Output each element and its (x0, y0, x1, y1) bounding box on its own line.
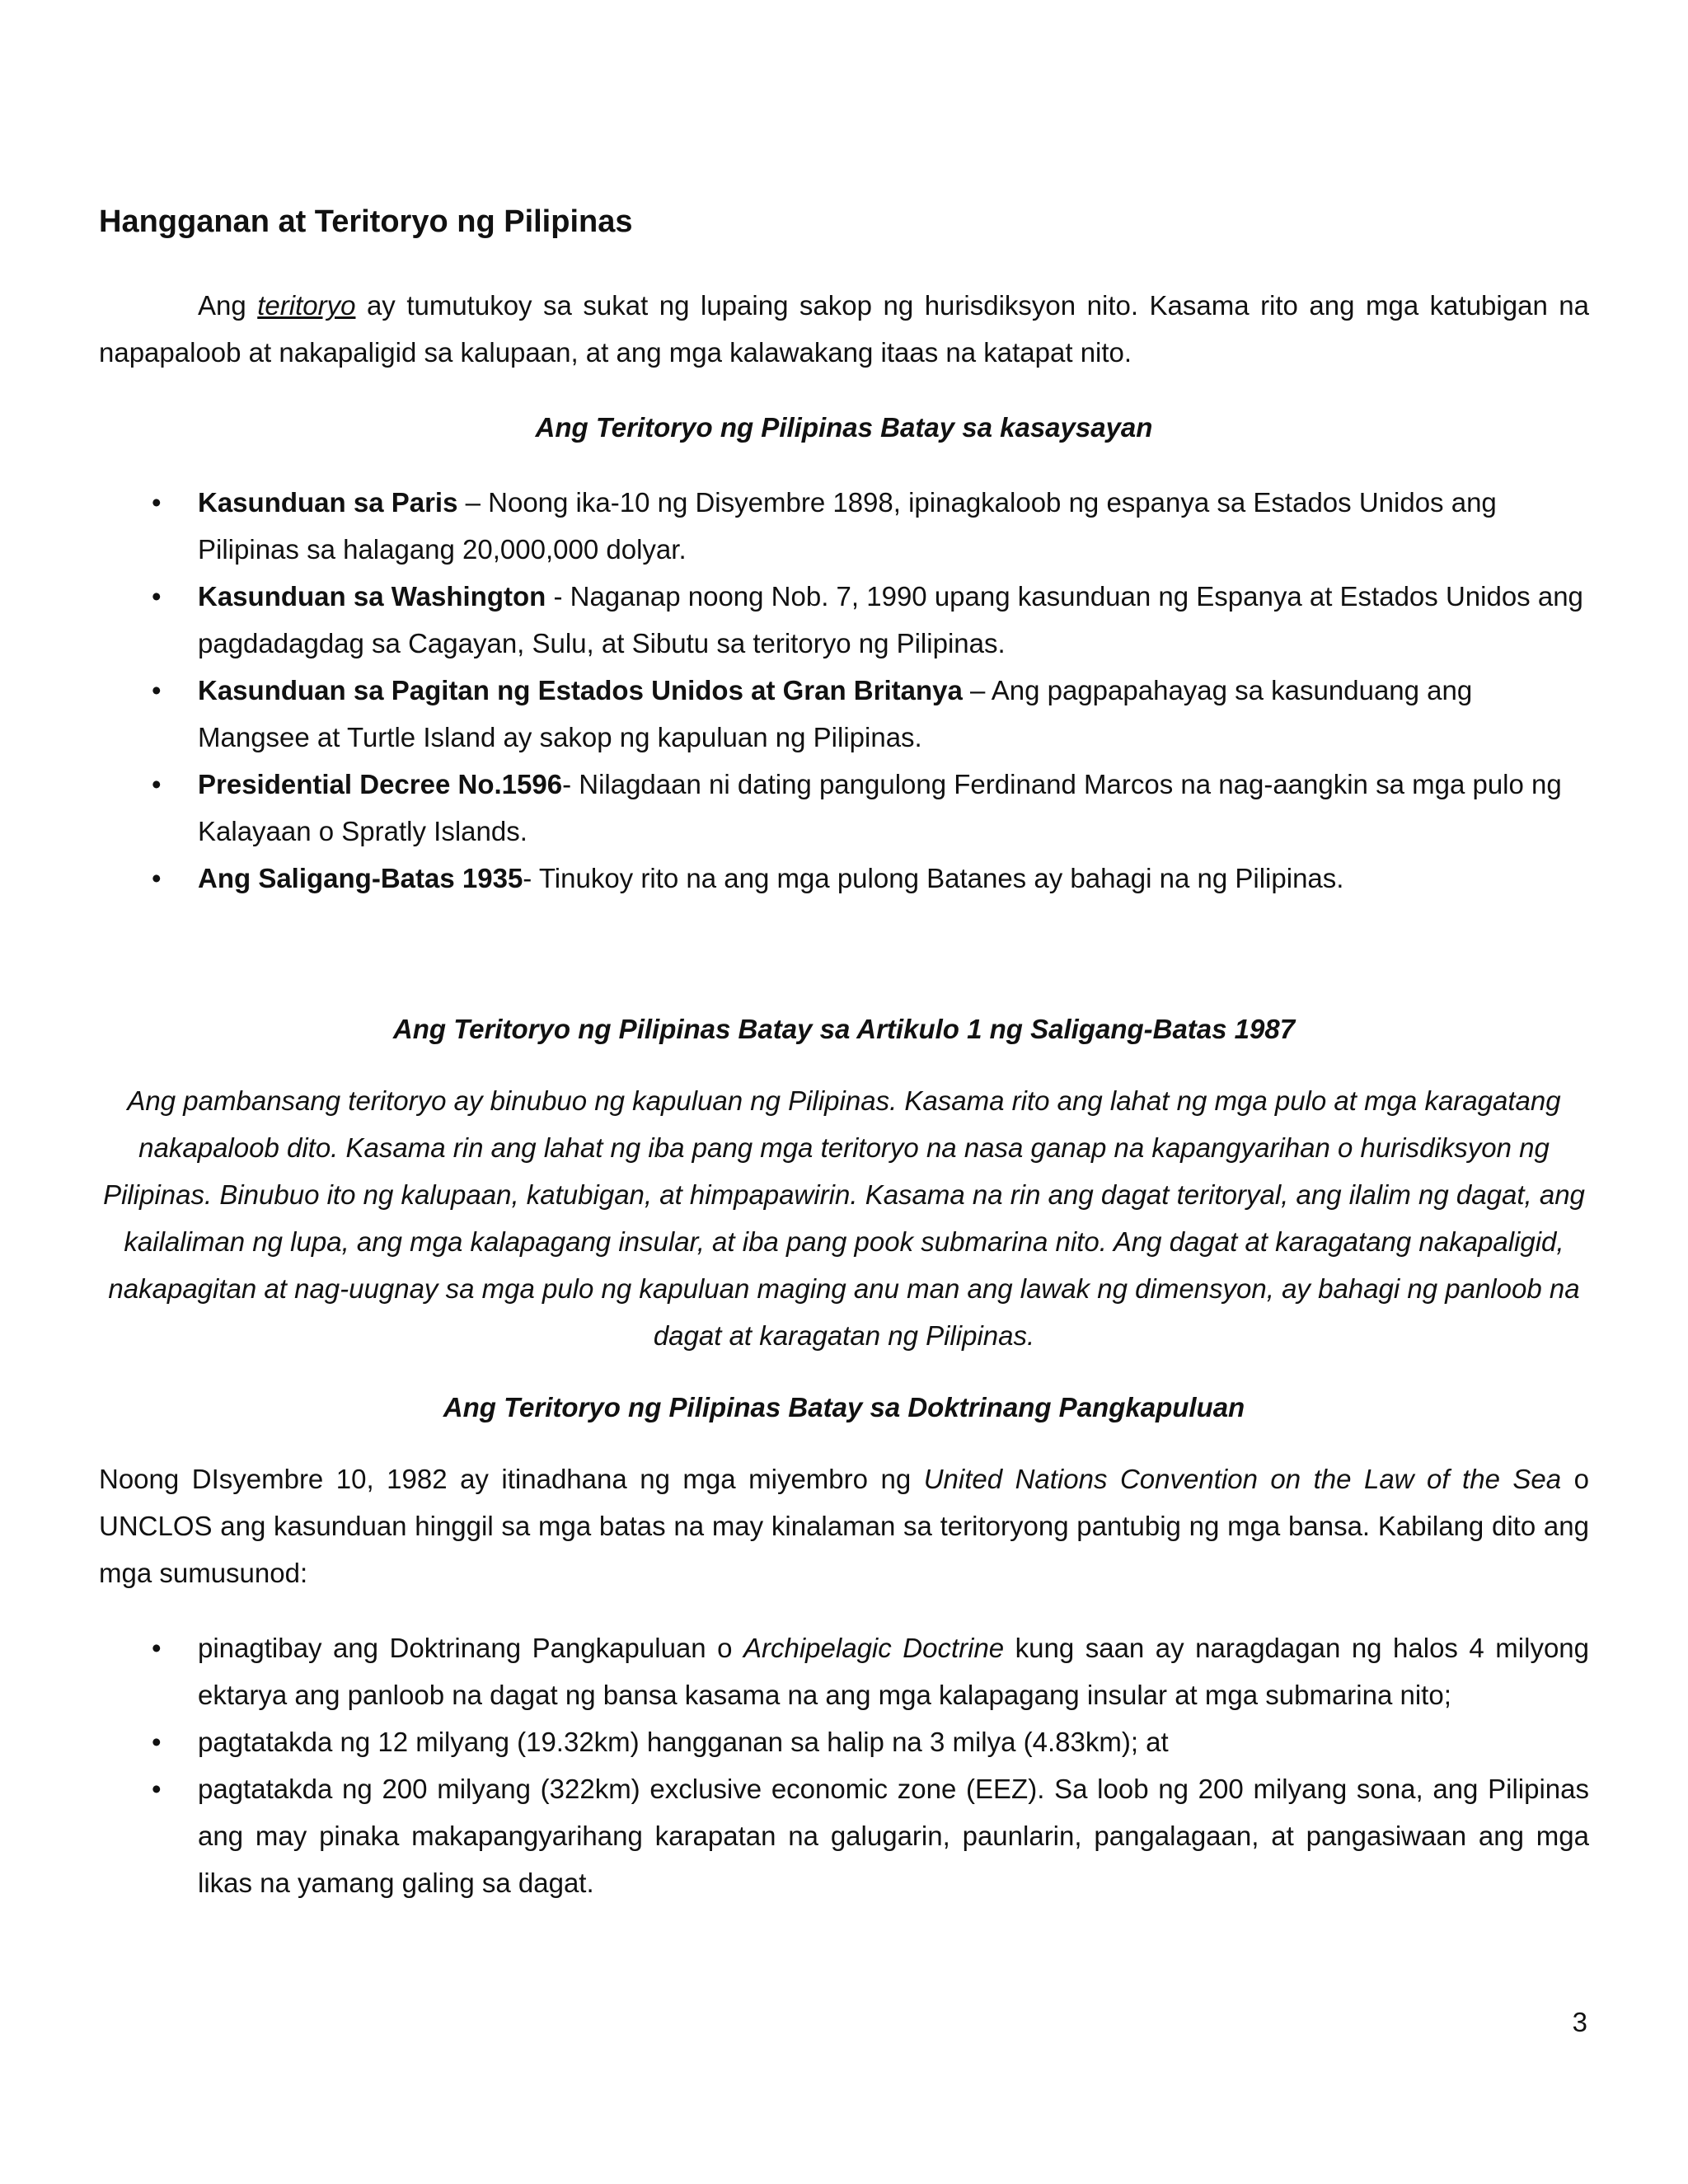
constitution-quote: Ang pambansang teritoryo ay binubuo ng kapuluan ng Pilipinas. Kasama rito ang lahat ng mga pulo at mga karagatang nakapaloob dito. Kasama rin ang lahat ng iba pang mga teritoryo na nasa ganap na kapangyarihan o hurisdiksyon ng Pilipinas. Binubuo ito ng kalupaan, katubigan, at himpapawirin. Kasama na rin ang dagat teritoryal, ang ilalim ng dagat, ang kailaliman ng lupa, ang mga kalapagang insular, at iba pang pook submarina nito. Ang dagat at karagatang nakapaligid, nakapagitan at nag-uugnay sa mga pulo ng kapuluan maging anu man ang lawak ng dimensyon, ay bahagi ng panloob na dagat at karagatan ng Pilipinas. (103, 1085, 1585, 1352)
list-item (99, 667, 1589, 761)
item-title: Ang Saligang-Batas 1935 (198, 863, 523, 894)
item-title: Kasunduan sa Pagitan ng Estados Unidos at Gran Britanya (198, 675, 963, 706)
item-lead: pinagtibay ang Doktrinang Pangkapuluan o (198, 1633, 743, 1664)
page-number: 3 (1572, 2007, 1587, 2037)
section2-title: Ang Teritoryo ng Pilipinas Batay sa Artikulo 1 ng Saligang-Batas 1987 (392, 1014, 1296, 1045)
item-title: Kasunduan sa Washington (198, 581, 546, 612)
intro-rest: ay tumutukoy sa sukat ng lupaing sakop ng hurisdiksyon nito. Kasama rito ang mga katubigan na napapaloob at nakapaligid sa kalupaan, at ang mga kalawakang itaas na katapat nito. (99, 290, 1590, 368)
list-item (99, 1765, 1589, 1906)
bullet-icon: • (152, 581, 162, 612)
list-item (99, 1718, 1589, 1765)
section1-title: Ang Teritoryo ng Pilipinas Batay sa kasaysayan (535, 412, 1153, 443)
item-lead: pagtatakda ng 200 milyang (322km) exclusive economic zone (EEZ). Sa loob ng 200 milyang sona, ang Pilipinas ang may pinaka makapangyarihang karapatan na galugarin, paunlarin, pangalagaan, at pangasiwaan ang mga likas na yamang galing sa dagat. (198, 1774, 1589, 1899)
intro-lead: Ang (198, 290, 258, 321)
bullet-icon: • (152, 1774, 162, 1805)
list-item (99, 855, 1589, 902)
unclos-paragraph (99, 1455, 1589, 1596)
item-text: - Nilagdaan ni dating pangulong Ferdinand Marcos na nag-aangkin sa mga pulo ng Kalayaan o Spratly Islands. (198, 769, 1562, 847)
bullet-icon: • (152, 1727, 162, 1758)
item-text: - Naganap noong Nob. 7, 1990 upang kasunduan ng Espanya at Estados Unidos ang pagdadagdag sa Cagayan, Sulu, at Sibutu sa teritoryo ng Pilipinas. (198, 581, 1583, 659)
bullet-icon: • (152, 675, 162, 706)
page-title: Hangganan at Teritoryo ng Pilipinas (99, 204, 633, 239)
item-italic: Archipelagic Doctrine (743, 1633, 1005, 1664)
unclos-lead: Noong DIsyembre 10, 1982 ay itinadhana ng mga miyembro ng (99, 1464, 924, 1495)
list-item (99, 761, 1589, 855)
item-text: – Noong ika-10 ng Disyembre 1898, ipinagkaloob ng espanya sa Estados Unidos ang Pilipinas sa halagang 20,000,000 dolyar. (198, 487, 1497, 565)
unclos-rest: o UNCLOS ang kasunduan hinggil sa mga batas na may kinalaman sa teritoryong pantubig ng mga bansa. Kabilang dito ang mga sumusunod: (99, 1464, 1590, 1589)
unclos-italic: United Nations Convention on the Law of the Sea (923, 1464, 1562, 1495)
section3-title: Ang Teritoryo ng Pilipinas Batay sa Doktrinang Pangkapuluan (443, 1392, 1245, 1423)
history-list (99, 479, 1589, 902)
item-rest: kung saan ay naragdagan ng halos 4 milyong ektarya ang panloob na dagat ng bansa kasama na ang mga kalapagang insular at mga submarina nito; (198, 1633, 1589, 1711)
list-item (99, 573, 1589, 667)
item-lead: pagtatakda ng 12 milyang (19.32km) hangganan sa halip na 3 milya (4.83km); at (198, 1727, 1169, 1758)
list-item (99, 1624, 1589, 1718)
item-title: Kasunduan sa Paris (198, 487, 458, 518)
bullet-icon: • (152, 863, 162, 894)
document-page (99, 202, 1589, 1906)
bullet-icon: • (152, 487, 162, 518)
bullet-icon: • (152, 769, 162, 800)
intro-paragraph (99, 282, 1589, 376)
item-text: - Tinukoy rito na ang mga pulong Batanes ay bahagi na ng Pilipinas. (523, 863, 1344, 894)
item-text: – Ang pagpapahayag sa kasunduang ang Mangsee at Turtle Island ay sakop ng kapuluan ng Pilipinas. (198, 675, 1473, 753)
bullet-icon: • (152, 1633, 162, 1664)
intro-term: teritoryo (257, 290, 356, 321)
unclos-list (99, 1624, 1589, 1906)
list-item (99, 479, 1589, 573)
item-title: Presidential Decree No.1596 (198, 769, 563, 800)
